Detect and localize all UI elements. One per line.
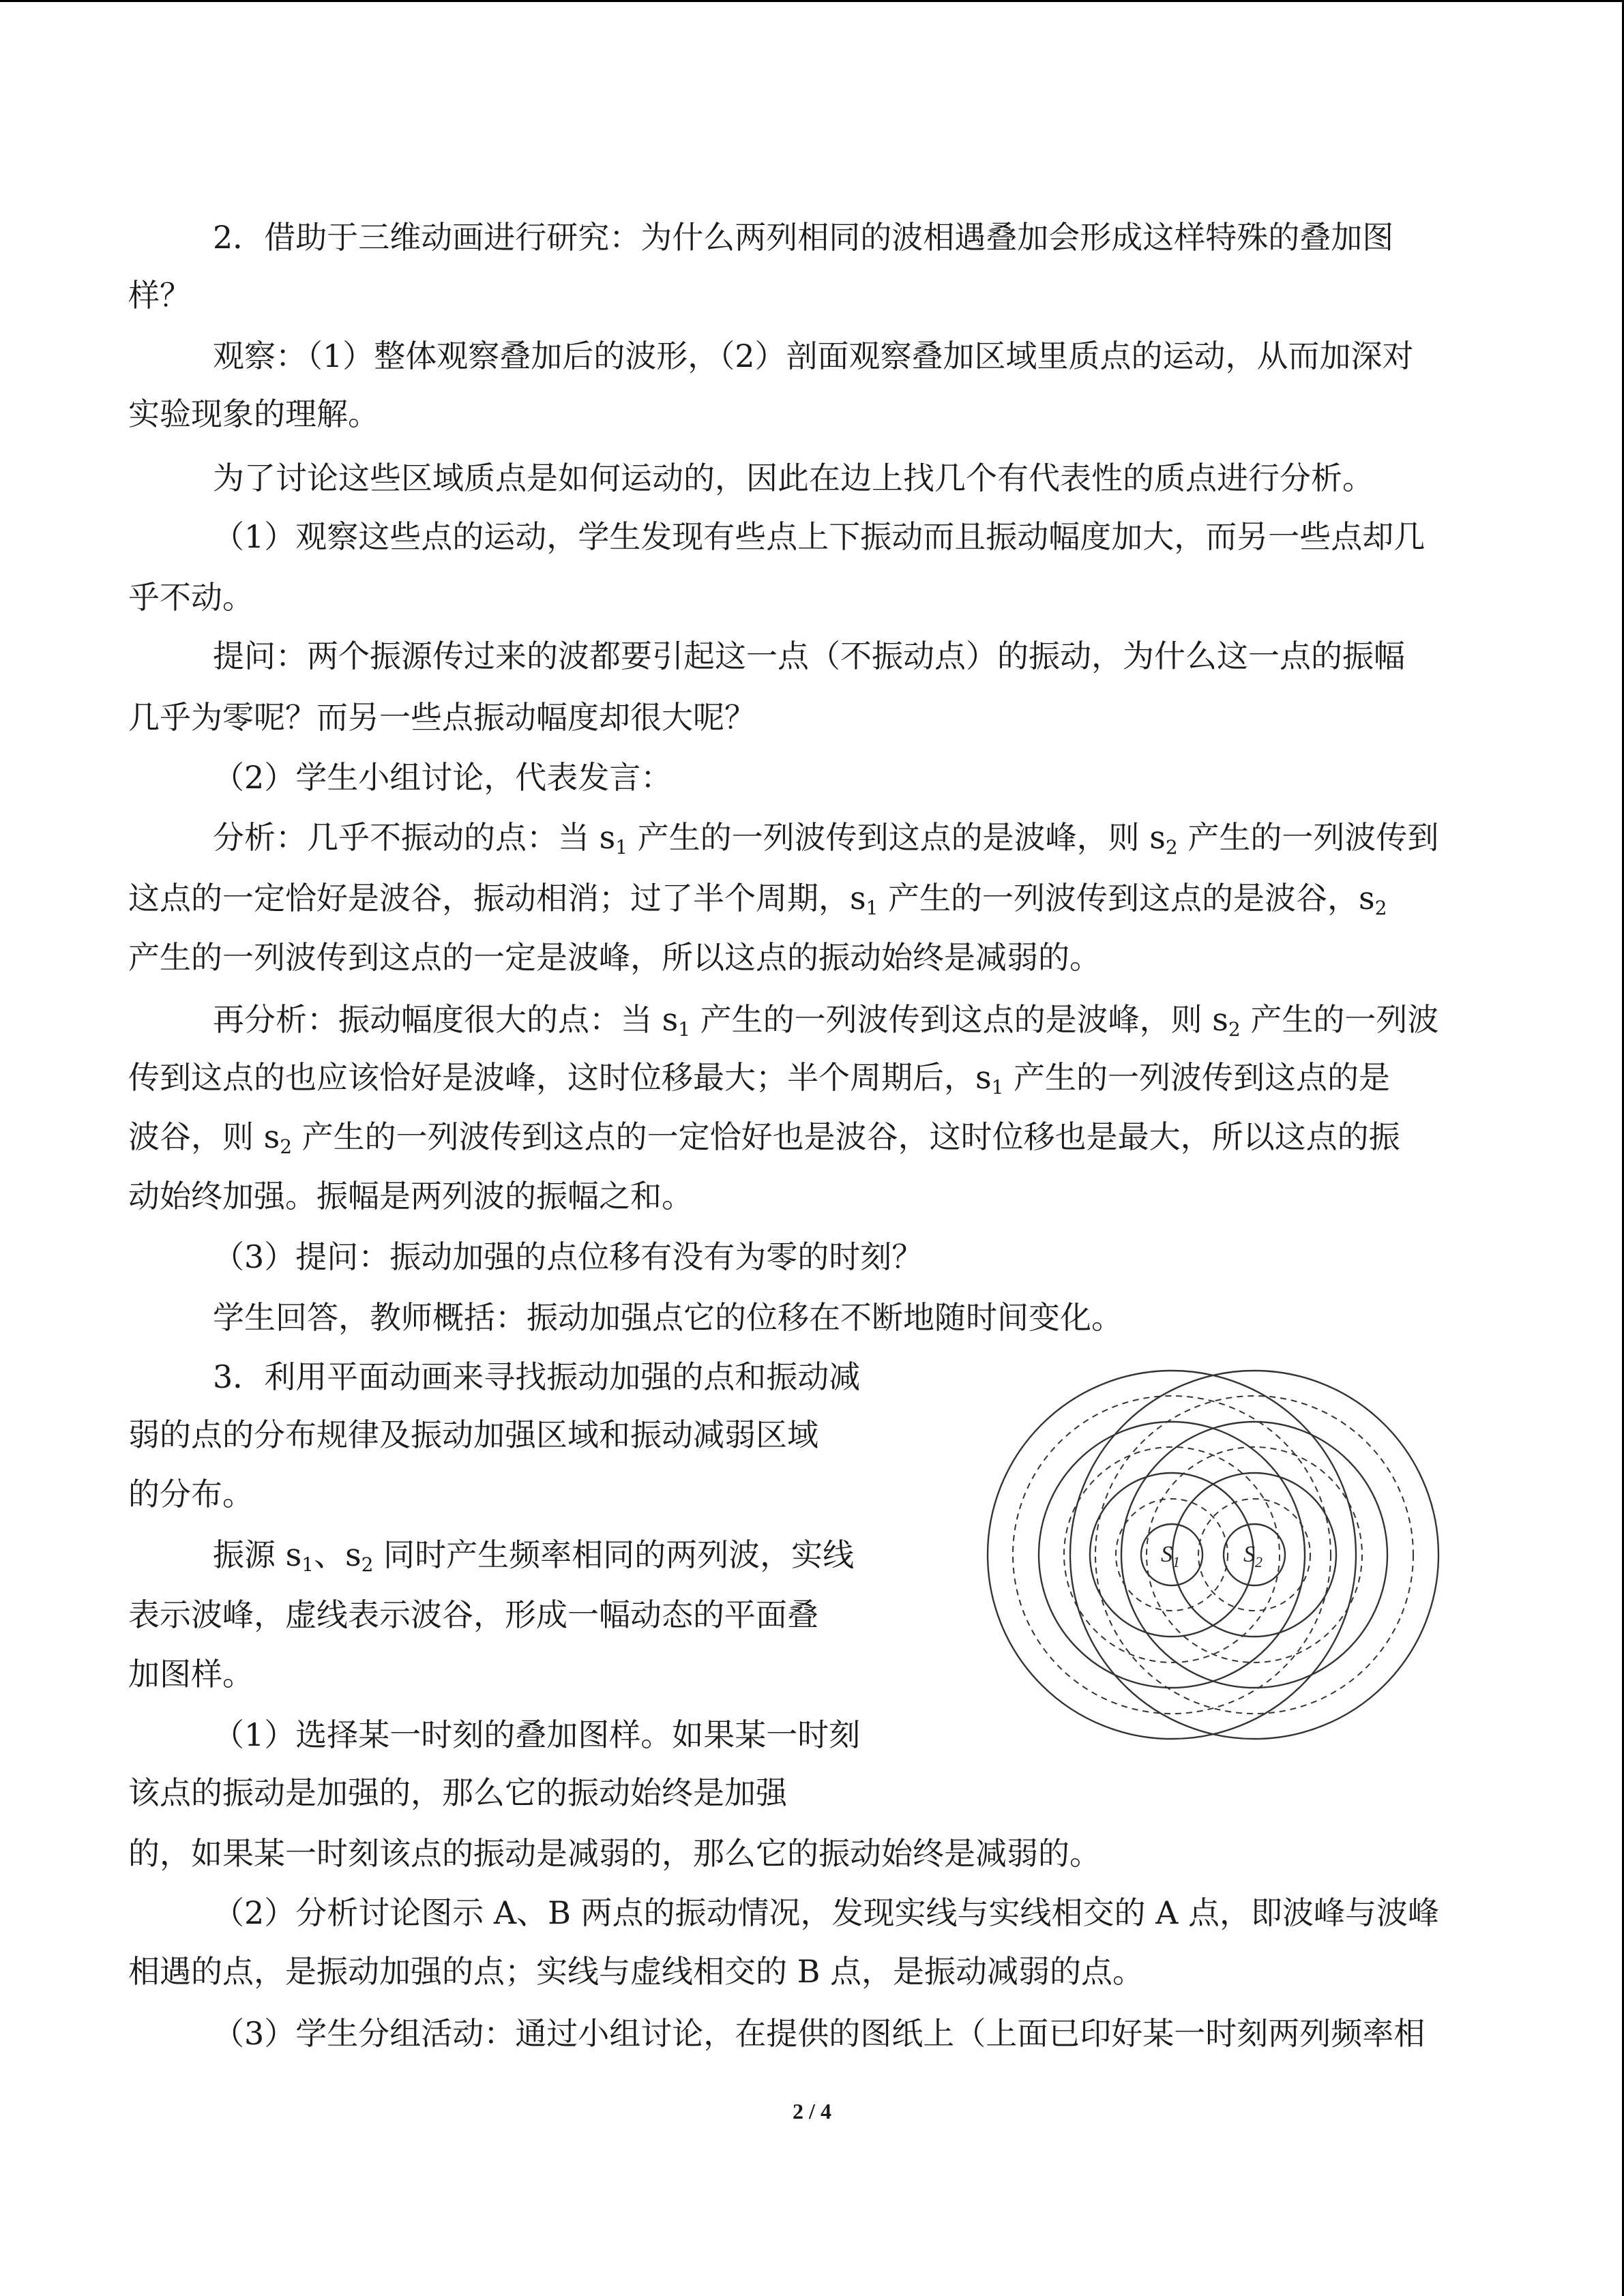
s2-label-letter: S (1243, 1542, 1255, 1567)
text-line (213, 1892, 1439, 1933)
text-run: 实验现象的理解。 (128, 396, 379, 432)
text-run: 观察：（1）整体观察叠加后的波形，（2）剖面观察叠加区域里质点的运动，从而加深对 (213, 338, 1414, 374)
subscript: 1 (678, 1018, 691, 1041)
s2-label (1243, 1542, 1263, 1570)
text-line (213, 817, 1438, 858)
text-run: （3）提问：振动加强的点位移有没有为零的时刻？ (213, 1238, 924, 1275)
text-run: 表示波峰，虚线表示波谷，形成一幅动态的平面叠 (128, 1596, 818, 1633)
text-run: 产生的一列波传到这点的一定恰好也是波谷，这时位移也是最大，所以这点的振 (292, 1118, 1400, 1155)
text-run: 产生的一列波 (1240, 1001, 1439, 1038)
text-run: 提问：两个振源传过来的波都要引起这一点（不振动点）的振动，为什么这一点的振幅 (213, 638, 1405, 674)
text-line (213, 1236, 923, 1277)
text-run: （1）观察这些点的运动，学生发现有些点上下振动而且振动幅度加大，而另一些点却几 (213, 518, 1426, 555)
text-line (213, 1356, 860, 1397)
text-line (128, 1474, 254, 1515)
subscript: 2 (1228, 1018, 1241, 1041)
text-run: 乎不动。 (128, 579, 254, 616)
subscript: 1 (866, 897, 879, 919)
s1-label-subscript: 1 (1172, 1553, 1180, 1570)
text-run: 波谷，则 s (128, 1118, 280, 1155)
text-line (128, 1594, 818, 1635)
subscript: 2 (280, 1135, 293, 1158)
text-run: 动始终加强。振幅是两列波的振幅之和。 (128, 1178, 693, 1214)
text-line (213, 1714, 860, 1755)
text-run: 该点的振动是加强的，那么它的振动始终是加强 (128, 1774, 787, 1811)
text-run: 的，如果某一时刻该点的振动是减弱的，那么它的振动始终是减弱的。 (128, 1835, 1101, 1872)
text-line (128, 937, 1101, 978)
wave-interference-figure (982, 1337, 1446, 1759)
text-run: 弱的点的分布规律及振动加强区域和振动减弱区域 (128, 1416, 818, 1453)
text-run: 产生的一列波传到这点的是 (1003, 1059, 1391, 1096)
s1-label-letter: S (1161, 1542, 1172, 1567)
text-line (213, 999, 1438, 1040)
text-run: 产生的一列波传到这点的是波峰，则 s (690, 1001, 1228, 1038)
text-line (128, 1057, 1390, 1098)
text-run: 2．借助于三维动画进行研究：为什么两列相同的波相遇叠加会形成这样特殊的叠加图 (213, 219, 1394, 256)
text-run: （1）选择某一时刻的叠加图样。如果某一时刻 (213, 1716, 861, 1753)
text-line (213, 458, 1374, 498)
text-line (213, 516, 1425, 557)
subscript: 2 (1374, 897, 1387, 919)
text-run: 这点的一定恰好是波谷，振动相消；过了半个周期，s (128, 880, 866, 916)
s2-label-subscript: 2 (1255, 1553, 1263, 1570)
text-line (213, 217, 1393, 258)
text-run: 产生的一列波传到这点的是波谷，s (878, 880, 1375, 916)
text-run: （2）分析讨论图示 A、B 两点的振动情况，发现实线与实线相交的 A 点，即波峰与波峰 (213, 1894, 1439, 1931)
text-run: 的分布。 (128, 1476, 254, 1512)
text-line (128, 878, 1387, 919)
subscript: 2 (1165, 836, 1178, 859)
text-line (128, 393, 379, 434)
text-run: （2）学生小组讨论，代表发言： (213, 759, 673, 796)
text-line (213, 636, 1405, 676)
text-run: 相遇的点，是振动加强的点；实线与虚线相交的 B 点，是振动减弱的点。 (128, 1953, 1145, 1990)
subscript: 1 (991, 1076, 1004, 1099)
text-run: 同时产生频率相同的两列波，实线 (373, 1536, 855, 1573)
text-line (213, 2013, 1425, 2054)
text-run: 振源 s (213, 1536, 302, 1573)
text-line (213, 1297, 1123, 1338)
text-run: 产生的一列波传到 (1177, 819, 1439, 856)
text-run: 传到这点的也应该恰好是波峰，这时位移最大；半个周期后，s (128, 1059, 992, 1096)
subscript: 2 (361, 1553, 374, 1576)
text-line (213, 336, 1414, 376)
text-line (128, 1414, 818, 1455)
text-run: 加图样。 (128, 1656, 254, 1693)
subscript: 1 (301, 1553, 314, 1576)
text-run: 学生回答，教师概括：振动加强点它的位移在不断地随时间变化。 (213, 1299, 1123, 1336)
text-line (128, 1772, 787, 1813)
text-run: 几乎为零呢？而另一些点振动幅度却很大呢？ (128, 699, 756, 736)
text-run: 再分析：振动幅度很大的点：当 s (213, 1001, 679, 1038)
text-line (128, 1833, 1101, 1874)
text-run: （3）学生分组活动：通过小组讨论，在提供的图纸上（上面已印好某一时刻两列频率相 (213, 2015, 1426, 2052)
text-run: 分析：几乎不振动的点：当 s (213, 819, 616, 856)
text-line (128, 1116, 1400, 1157)
text-line (128, 1176, 693, 1217)
s1-label (1161, 1542, 1180, 1570)
text-line (128, 1951, 1144, 1992)
text-line (128, 697, 756, 738)
text-run: 为了讨论这些区域质点是如何运动的，因此在边上找几个有代表性的质点进行分析。 (213, 460, 1374, 496)
text-run: 样？ (128, 277, 191, 314)
subscript: 1 (615, 836, 628, 859)
text-run: 3．利用平面动画来寻找振动加强的点和振动减 (213, 1358, 861, 1395)
text-run: 产生的一列波传到这点的一定是波峰，所以这点的振动始终是减弱的。 (128, 939, 1101, 976)
text-line (128, 1654, 254, 1695)
text-line (213, 757, 672, 798)
text-run: 产生的一列波传到这点的是波峰，则 s (628, 819, 1166, 856)
text-run: 、s (314, 1536, 361, 1573)
page-number: 2 / 4 (793, 2099, 831, 2123)
text-line (128, 275, 191, 316)
text-line (213, 1534, 854, 1575)
page-border-top (0, 0, 1624, 2)
text-line (128, 577, 254, 618)
